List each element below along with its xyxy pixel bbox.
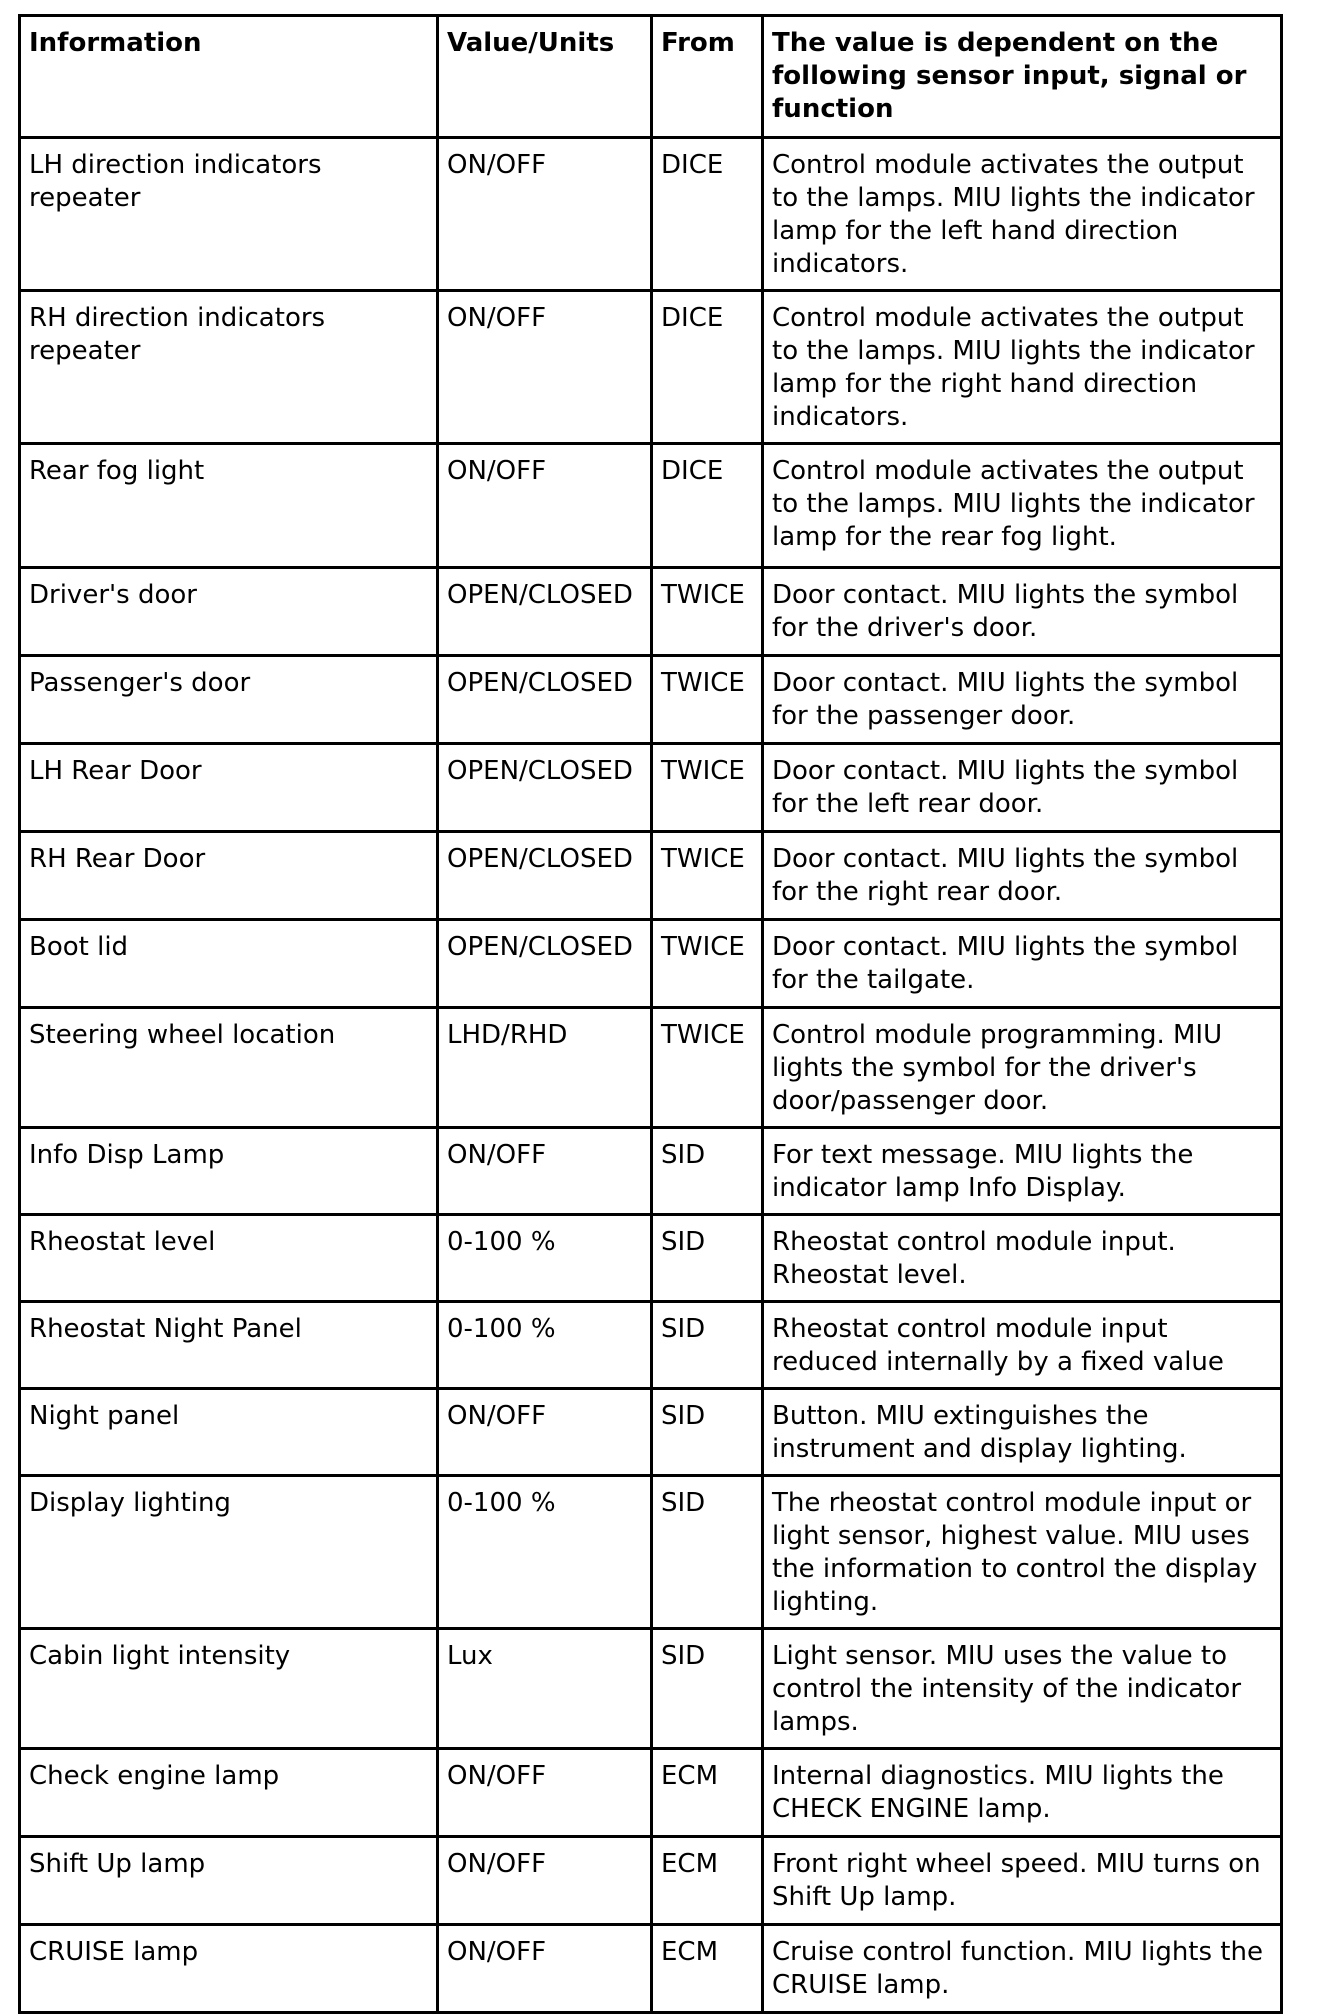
cell-information: RH direction indicators repeater	[20, 291, 438, 444]
document-page	[18, 14, 1280, 2014]
cell-value-units: ON/OFF	[438, 1837, 652, 1925]
cell-information: CRUISE lamp	[20, 1925, 438, 2013]
cell-information: Info Disp Lamp	[20, 1128, 438, 1215]
cell-value-units: ON/OFF	[438, 1749, 652, 1837]
table-row	[20, 444, 1282, 568]
cell-dependency: Cruise control function. MIU lights the CRUISE lamp.	[763, 1925, 1282, 2013]
cell-value-units: OPEN/CLOSED	[438, 744, 652, 832]
cell-from: DICE	[652, 291, 763, 444]
cell-value-units: OPEN/CLOSED	[438, 832, 652, 920]
cell-value-units: ON/OFF	[438, 138, 652, 291]
table-row	[20, 291, 1282, 444]
table-row	[20, 138, 1282, 291]
cell-from: SID	[652, 1389, 763, 1476]
header-value-units: Value/Units	[438, 16, 652, 138]
table-row	[20, 920, 1282, 1008]
cell-information: LH direction indicators repeater	[20, 138, 438, 291]
cell-dependency: Internal diagnostics. MIU lights the CHECK ENGINE lamp.	[763, 1749, 1282, 1837]
cell-dependency: Door contact. MIU lights the symbol for the right rear door.	[763, 832, 1282, 920]
cell-value-units: ON/OFF	[438, 1925, 652, 2013]
table-row	[20, 1837, 1282, 1925]
header-information: Information	[20, 16, 438, 138]
cell-information: Boot lid	[20, 920, 438, 1008]
header-from: From	[652, 16, 763, 138]
information-table	[18, 14, 1283, 2014]
cell-from: DICE	[652, 138, 763, 291]
cell-dependency: Rheostat control module input. Rheostat level.	[763, 1215, 1282, 1302]
cell-from: SID	[652, 1476, 763, 1629]
table-row	[20, 1749, 1282, 1837]
cell-information: Steering wheel location	[20, 1008, 438, 1128]
cell-dependency: Door contact. MIU lights the symbol for the tailgate.	[763, 920, 1282, 1008]
cell-value-units: 0-100 %	[438, 1215, 652, 1302]
cell-from: TWICE	[652, 832, 763, 920]
cell-information: Passenger's door	[20, 656, 438, 744]
cell-from: ECM	[652, 1837, 763, 1925]
cell-value-units: ON/OFF	[438, 444, 652, 568]
table-row	[20, 1629, 1282, 1749]
cell-information: Driver's door	[20, 568, 438, 656]
table-row	[20, 1389, 1282, 1476]
cell-dependency: Control module activates the output to the lamps. MIU lights the indicator lamp for the rear fog light.	[763, 444, 1282, 568]
cell-from: ECM	[652, 1925, 763, 2013]
cell-dependency: Rheostat control module input reduced internally by a fixed value	[763, 1302, 1282, 1389]
table-row	[20, 568, 1282, 656]
cell-dependency: Control module programming. MIU lights the symbol for the driver's door/passenger door.	[763, 1008, 1282, 1128]
table-row	[20, 1302, 1282, 1389]
cell-dependency: The rheostat control module input or light sensor, highest value. MIU uses the information to control the display lighting.	[763, 1476, 1282, 1629]
cell-dependency: Front right wheel speed. MIU turns on Shift Up lamp.	[763, 1837, 1282, 1925]
cell-dependency: Door contact. MIU lights the symbol for the left rear door.	[763, 744, 1282, 832]
cell-value-units: OPEN/CLOSED	[438, 568, 652, 656]
cell-information: Display lighting	[20, 1476, 438, 1629]
cell-value-units: Lux	[438, 1629, 652, 1749]
cell-from: TWICE	[652, 920, 763, 1008]
cell-information: Check engine lamp	[20, 1749, 438, 1837]
cell-value-units: OPEN/CLOSED	[438, 920, 652, 1008]
cell-value-units: ON/OFF	[438, 1389, 652, 1476]
cell-from: TWICE	[652, 1008, 763, 1128]
cell-value-units: ON/OFF	[438, 291, 652, 444]
cell-information: RH Rear Door	[20, 832, 438, 920]
cell-dependency: Light sensor. MIU uses the value to control the intensity of the indicator lamps.	[763, 1629, 1282, 1749]
cell-from: SID	[652, 1128, 763, 1215]
cell-from: TWICE	[652, 568, 763, 656]
cell-value-units: LHD/RHD	[438, 1008, 652, 1128]
cell-from: ECM	[652, 1749, 763, 1837]
cell-information: Shift Up lamp	[20, 1837, 438, 1925]
cell-value-units: 0-100 %	[438, 1476, 652, 1629]
cell-value-units: OPEN/CLOSED	[438, 656, 652, 744]
cell-information: Rheostat level	[20, 1215, 438, 1302]
cell-dependency: Button. MIU extinguishes the instrument and display lighting.	[763, 1389, 1282, 1476]
table-row	[20, 1925, 1282, 2013]
table-row	[20, 1128, 1282, 1215]
cell-value-units: 0-100 %	[438, 1302, 652, 1389]
cell-dependency: For text message. MIU lights the indicator lamp Info Display.	[763, 1128, 1282, 1215]
table-row	[20, 1476, 1282, 1629]
cell-dependency: Door contact. MIU lights the symbol for the driver's door.	[763, 568, 1282, 656]
cell-from: SID	[652, 1215, 763, 1302]
cell-information: Night panel	[20, 1389, 438, 1476]
cell-from: TWICE	[652, 656, 763, 744]
table-row	[20, 744, 1282, 832]
header-dependency: The value is dependent on the following sensor input, signal or function	[763, 16, 1282, 138]
cell-from: SID	[652, 1629, 763, 1749]
table-header-row	[20, 16, 1282, 138]
table-row	[20, 832, 1282, 920]
cell-from: DICE	[652, 444, 763, 568]
cell-dependency: Door contact. MIU lights the symbol for the passenger door.	[763, 656, 1282, 744]
cell-information: LH Rear Door	[20, 744, 438, 832]
cell-dependency: Control module activates the output to the lamps. MIU lights the indicator lamp for the left hand direction indicators.	[763, 138, 1282, 291]
cell-from: TWICE	[652, 744, 763, 832]
table-row	[20, 1215, 1282, 1302]
cell-information: Rear fog light	[20, 444, 438, 568]
cell-information: Cabin light intensity	[20, 1629, 438, 1749]
cell-dependency: Control module activates the output to the lamps. MIU lights the indicator lamp for the right hand direction indicators.	[763, 291, 1282, 444]
table-row	[20, 656, 1282, 744]
cell-value-units: ON/OFF	[438, 1128, 652, 1215]
table-row	[20, 1008, 1282, 1128]
cell-from: SID	[652, 1302, 763, 1389]
cell-information: Rheostat Night Panel	[20, 1302, 438, 1389]
